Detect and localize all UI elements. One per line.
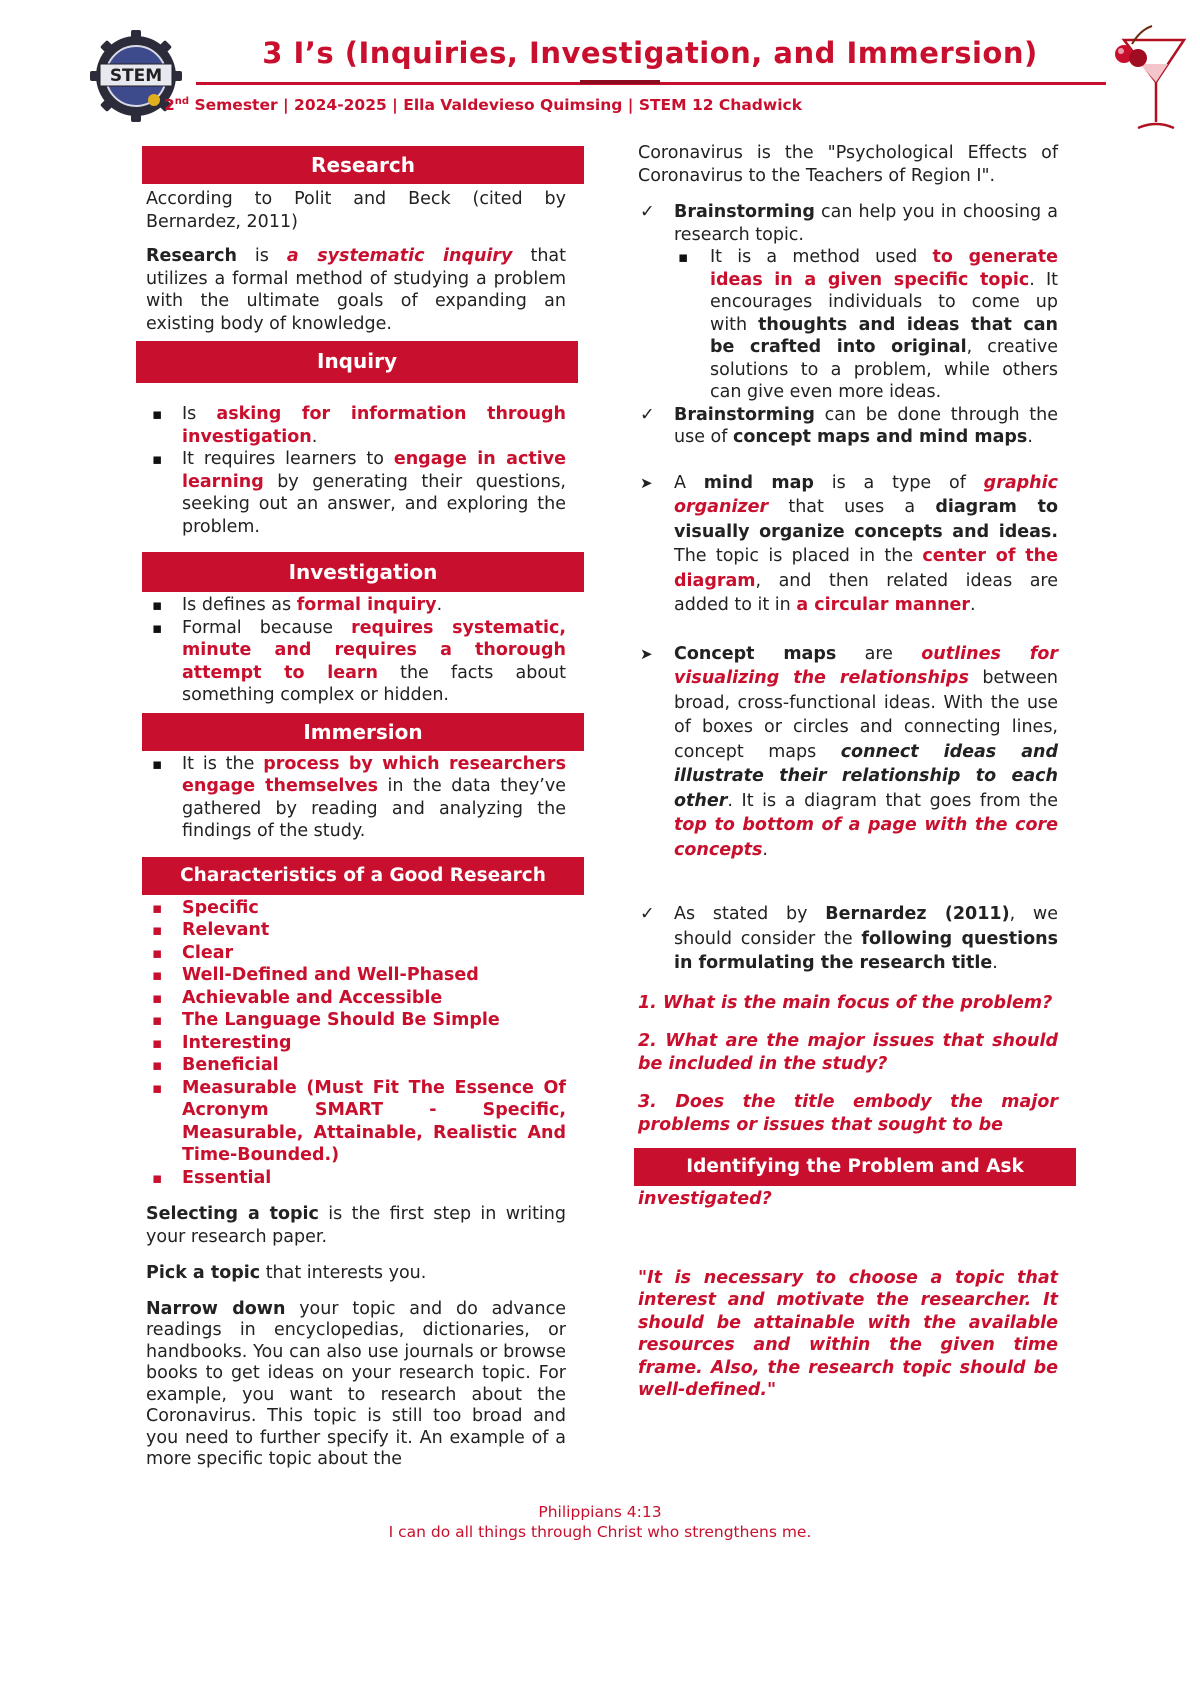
questions-intro-list [638, 902, 1058, 976]
identifying-problem-heading: Identifying the Problem and Ask [634, 1148, 1076, 1186]
footer-verse: Philippians 4:13 [538, 1503, 662, 1521]
list-item: ✓ Brainstorming can be done through the use of concept maps and mind maps. [638, 404, 1058, 449]
immersion-heading: Immersion [142, 713, 584, 751]
characteristic-item: ▪ The Language Should Be Simple [146, 1009, 566, 1032]
characteristic-item: ▪ Achievable and Accessible [146, 987, 566, 1010]
research-definition: Research is a systematic inquiry that utilizes a formal method of studying a problem with the ultimate goals of expanding an existing body of knowledge. [146, 246, 566, 334]
cocktail-cherry-icon [1110, 24, 1190, 134]
characteristic-item: ▪ Essential [146, 1167, 566, 1190]
characteristic-item: ▪ Interesting [146, 1032, 566, 1055]
question-2: 2. What are the major issues that should be included in the study? [638, 1031, 1058, 1074]
left-column [146, 146, 566, 1471]
characteristics-heading: Characteristics of a Good Research [142, 857, 584, 895]
list-item: ➤ Concept maps are outlines for visualizing the relationships between broad, cross-functional ideas. With the use of boxes or circles and connecting lines, concept maps connect ideas and illustrate their relationship to each other. It is a diagram that goes from the top to bottom of a page with the core concepts. [638, 642, 1058, 863]
brainstorm-list [638, 201, 1058, 449]
inquiry-list [146, 403, 566, 538]
list-item: ✓ Brainstorming can help you in choosing a research topic. ▪ It is a method used to generate ideas in a given specific topic. It encourages individuals to come up with thoughts and ideas that can be crafted into original, creative solutions to a problem, while others can give even more ideas. [638, 201, 1058, 404]
investigation-list [146, 594, 566, 707]
list-item: ➤ A mind map is a type of graphic organizer that uses a diagram to visually organize concepts and ideas. The topic is placed in the center of the diagram, and then related ideas are added to it in a circular manner. [638, 471, 1058, 618]
page-subtitle: 2nd Semester | 2024-2025 | Ella Valdevieso Quimsing | STEM 12 Chadwick [164, 96, 803, 115]
question-3: 3. Does the title embody the major problems or issues that sought to be [638, 1092, 1058, 1135]
characteristic-item: ▪ Measurable (Must Fit The Essence Of Acronym SMART - Specific, Measurable, Attainable, Realistic And Time-Bounded.) [146, 1077, 566, 1167]
characteristic-item: ▪ Beneficial [146, 1054, 566, 1077]
characteristic-item: ▪ Specific [146, 897, 566, 920]
list-item: ▪ It is a method used to generate ideas in a given specific topic. It encourages individuals to come up with thoughts and ideas that can be crafted into original, creative solutions to a problem, while others can give even more ideas. [674, 246, 1058, 404]
list-item: ▪ Formal because requires systematic, minute and requires a thorough attempt to learn the facts about something complex or hidden. [146, 617, 566, 707]
header-divider-accent [580, 80, 660, 84]
concept-map-list [638, 642, 1058, 863]
footer-text: I can do all things through Christ who strengthens me. [388, 1523, 812, 1541]
brainstorm-sublist [674, 246, 1058, 404]
page-header [0, 0, 1200, 140]
topic-paragraph-2: Pick a topic that interests you. [146, 1263, 427, 1283]
quote-paragraph: "It is necessary to choose a topic that interest and motivate the researcher. It should be attainable with the available resources and within the given time frame. Also, the research topic should be well-defined." [638, 1267, 1058, 1400]
inquiry-heading: Inquiry [136, 341, 578, 383]
question-3-continued: investigated? [638, 1189, 772, 1209]
list-item: ▪ Is asking for information through investigation. [146, 403, 566, 448]
list-item: ▪ Is defines as formal inquiry. [146, 594, 566, 617]
characteristics-list [146, 897, 566, 1190]
list-item: ▪ It is the process by which researchers engage themselves in the data they’ve gathered by reading and analyzing the findings of the study. [146, 753, 566, 843]
list-item: ✓ As stated by Bernardez (2011), we should consider the following questions in formulating the research title. [638, 902, 1058, 976]
right-column [638, 142, 1058, 1402]
immersion-list [146, 753, 566, 843]
page-footer [0, 1502, 1200, 1542]
research-citation: According to Polit and Beck (cited by Bernardez, 2011) [146, 189, 566, 232]
characteristic-item: ▪ Relevant [146, 919, 566, 942]
question-1: 1. What is the main focus of the problem? [638, 992, 1053, 1013]
logo-text: STEM [109, 66, 163, 86]
topic-paragraph-1: Selecting a topic is the first step in writing your research paper. [146, 1204, 566, 1247]
characteristic-item: ▪ Clear [146, 942, 566, 965]
mind-map-list [638, 471, 1058, 618]
characteristic-item: ▪ Well-Defined and Well-Phased [146, 964, 566, 987]
list-item: ▪ It requires learners to engage in active learning by generating their questions, seeking out an answer, and exploring the problem. [146, 448, 566, 538]
research-heading: Research [142, 146, 584, 184]
page-title: 3 I’s (Inquiries, Investigation, and Immersion) [262, 36, 1038, 70]
topic-paragraph-3-continued: Coronavirus is the "Psychological Effects of Coronavirus to the Teachers of Region I". [638, 143, 1058, 186]
investigation-heading: Investigation [142, 552, 584, 592]
topic-paragraph-3: Narrow down your topic and do advance readings in encyclopedias, dictionaries, or handbooks. You can also use journals or browse books to get ideas on your research topic. For example, you want to research about the Coronavirus. This topic is still too broad and you need to further specify it. An example of a more specific topic about the [146, 1298, 566, 1469]
